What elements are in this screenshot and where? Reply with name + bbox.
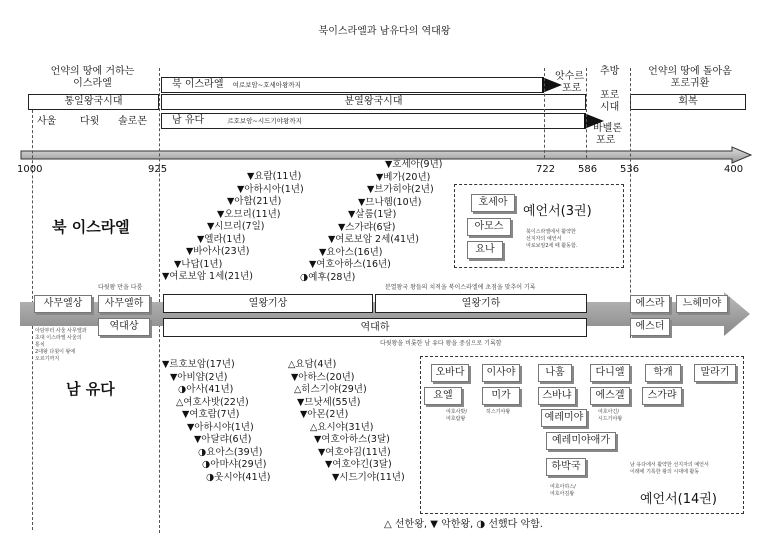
king-entry: ◑요아스(39년)	[198, 446, 263, 458]
north-prophets-title: 예언서(3권)	[523, 204, 592, 219]
king-entry: ▼아하스(20년)	[291, 371, 355, 383]
north-prophets-note: 북이스라엘에서 활약한 선지자의 예언서 여로보암2세 때 활동함.	[526, 229, 578, 249]
king-entry: △여호사밧(22년)	[176, 396, 249, 408]
king-entry: ◑아사(41년)	[178, 384, 234, 395]
prophet-zechariah: 스가랴	[642, 387, 682, 405]
prophet-lamentations: 예레미야애가	[546, 432, 616, 450]
year-400: 400	[724, 164, 744, 175]
prophet-daniel: 다니엘	[590, 364, 630, 382]
north-kings-col1	[162, 171, 304, 284]
book-esther: 에스더	[630, 318, 670, 336]
king-entry: ▼르호보암(17년)	[162, 359, 235, 370]
chron1-note: 아담부터 사울 사무엘과 초대 이스라엘 사울의 통치 2대왕 다윗이 왕에 오르기까지	[35, 328, 87, 362]
prophet-malachi: 말라기	[694, 364, 736, 382]
return-header: 언약의 땅에 돌아옴 포로귀환	[648, 66, 732, 89]
year-536: 536	[620, 164, 640, 175]
south-judah-label: 남 유다	[66, 380, 115, 398]
king-entry: ▼시드기야(11년)	[332, 471, 405, 483]
north-kings-col2	[300, 159, 442, 284]
king-entry: ▼아달랴(6년)	[194, 434, 252, 445]
restoration-bar: 회복	[630, 94, 746, 110]
book-1-kings: 열왕기상	[163, 294, 373, 313]
year-722: 722	[536, 164, 556, 175]
king-entry: ▼바아사(23년)	[186, 246, 250, 257]
book-1-chronicles: 역대상	[98, 318, 150, 336]
king-entry: ▼여로보암 1세(21년)	[162, 271, 253, 282]
book-ezra: 에스라	[630, 295, 670, 313]
south-judah-bar: 남 유다 르호보암~시드기야왕까지	[161, 113, 586, 129]
king-entry: ▼므나헴(10년)	[358, 196, 422, 208]
exile-header: 추방	[600, 66, 620, 77]
king-entry: ▼호세아(9년)	[385, 159, 443, 170]
king-entry: ▼베가(20년)	[376, 171, 431, 183]
king-entry: ▼아비얌(2년)	[170, 371, 228, 383]
divided-kingdom-bar: 분열왕국시대	[161, 94, 586, 110]
prophet-haggai: 학개	[645, 364, 681, 382]
south-prophets-note: 남 유다에서 활약한 선지자의 예언서 이래에 기록한 왕의 시대에 활동	[630, 462, 709, 475]
king-david: 다윗	[80, 116, 100, 127]
prophet-isaiah: 이사야	[482, 364, 520, 382]
king-entry: ▼여호아하스(3달)	[314, 434, 390, 445]
king-entry: ▼아합(21년)	[227, 196, 282, 207]
united-kingdom-bar: 통일왕국시대	[28, 94, 159, 110]
king-entry: △요시야(31년)	[310, 421, 374, 433]
king-entry: ▼오므리(11년)	[217, 208, 281, 220]
legend: △ 선한왕, ▼ 악한왕, ◑ 선했다 악함.	[384, 519, 543, 530]
king-entry: ▼나답(1년)	[174, 258, 223, 270]
prophet-micah: 미가	[482, 387, 520, 405]
joel-note: 여호사밧/ 여호람왕	[446, 409, 468, 422]
babylon-captivity-header: 바벨론 포로	[593, 123, 622, 146]
habakkuk-note: 여호아하스/ 여호아김왕	[550, 484, 576, 497]
king-entry: ▼여호아하스(16년)	[309, 259, 391, 270]
micah-note: 히스기야왕	[486, 409, 511, 415]
king-entry: ▼여로보암 2세(41년)	[328, 234, 419, 245]
king-entry: △요담(4년)	[288, 359, 337, 370]
north-arrowhead	[542, 76, 564, 94]
king-entry: ▼스가랴(6달)	[338, 221, 396, 233]
prophet-zephaniah: 스바냐	[538, 387, 576, 405]
king-entry: ▼살룸(1달)	[348, 209, 397, 220]
daniel-note: 여호아긴/ 시드기야왕	[598, 409, 623, 422]
samuel2-note: 다윗왕 만을 다룸	[98, 284, 143, 291]
assyria-captivity-header: 앗수르 포로	[555, 71, 584, 94]
king-entry: ▼아하시아(1년)	[237, 183, 304, 195]
king-saul: 사울	[37, 116, 57, 127]
king-entry: ▼시므리(7일)	[207, 221, 265, 232]
prophet-hosea: 호세아	[471, 194, 515, 212]
south-arrowhead	[584, 112, 606, 130]
king-entry: ▼요람(11년)	[247, 171, 302, 182]
king-entry: ▼엘라(1년)	[197, 233, 246, 245]
year-1000: 1000	[17, 164, 43, 175]
north-israel-bar: 북 이스라엘 여로보암~호세아왕까지	[161, 77, 544, 93]
king-entry: ◑웃시야(41년)	[206, 471, 271, 483]
year-925: 925	[148, 164, 168, 175]
book-2-samuel: 사무엘하	[98, 295, 150, 313]
divider-586	[586, 68, 587, 158]
north-israel-label: 북 이스라엘	[52, 218, 130, 236]
book-nehemiah: 느헤미야	[676, 295, 728, 313]
king-entry: ▼여호야김(11년)	[318, 446, 391, 458]
king-entry: ▼여호야긴(3달)	[325, 459, 392, 470]
page-title: 북이스라엘과 남유다의 역대왕	[318, 26, 451, 37]
prophet-habakkuk: 하박국	[546, 458, 586, 476]
kings-note: 분열왕국 왕들의 치적을 북이스라엘에 초점을 맞추어 기록	[385, 284, 536, 291]
south-kings-col2	[288, 359, 405, 484]
book-2-kings: 열왕기하	[375, 294, 587, 313]
prophet-jeremiah: 예레미야	[541, 409, 587, 427]
prophet-joel: 요엘	[424, 387, 462, 405]
year-586: 586	[578, 164, 598, 175]
chronicles-note: 다윗왕을 비롯한 남 유다 왕을 중심으로 기록함	[380, 340, 502, 347]
prophet-nahum: 나훔	[538, 364, 572, 382]
prophet-jonah: 요나	[467, 241, 503, 259]
south-kings-col1	[162, 359, 271, 484]
king-entry: ▼여호람(7년)	[182, 409, 240, 420]
king-entry: ▼브가히야(2년)	[367, 184, 434, 195]
king-entry: ◑아마샤(29년)	[202, 459, 267, 470]
king-entry: ▼아하시야(1년)	[187, 421, 254, 433]
divider-722	[544, 68, 545, 158]
king-entry: ▼요아스(16년)	[319, 246, 383, 258]
king-entry: ◑예후(28년)	[300, 271, 356, 283]
king-entry: ▼아몬(2년)	[300, 409, 349, 420]
king-entry: △히스기야(29년)	[294, 384, 367, 395]
covenant-land-header: 언약의 땅에 거하는 이스라엘	[50, 66, 135, 89]
prophet-ezekiel: 에스겔	[590, 387, 630, 405]
king-entry: ▼므낫세(55년)	[297, 396, 361, 408]
king-solomon: 솔로몬	[118, 116, 147, 127]
book-1-samuel: 사무엘상	[34, 295, 92, 313]
book-2-chronicles: 역대하	[163, 318, 587, 337]
south-prophets-title: 예언서(14권)	[640, 492, 717, 507]
prophet-amos: 아모스	[467, 218, 511, 236]
prophet-obadiah: 오바다	[431, 364, 469, 382]
exile-period-header: 포로 시대	[600, 90, 620, 113]
